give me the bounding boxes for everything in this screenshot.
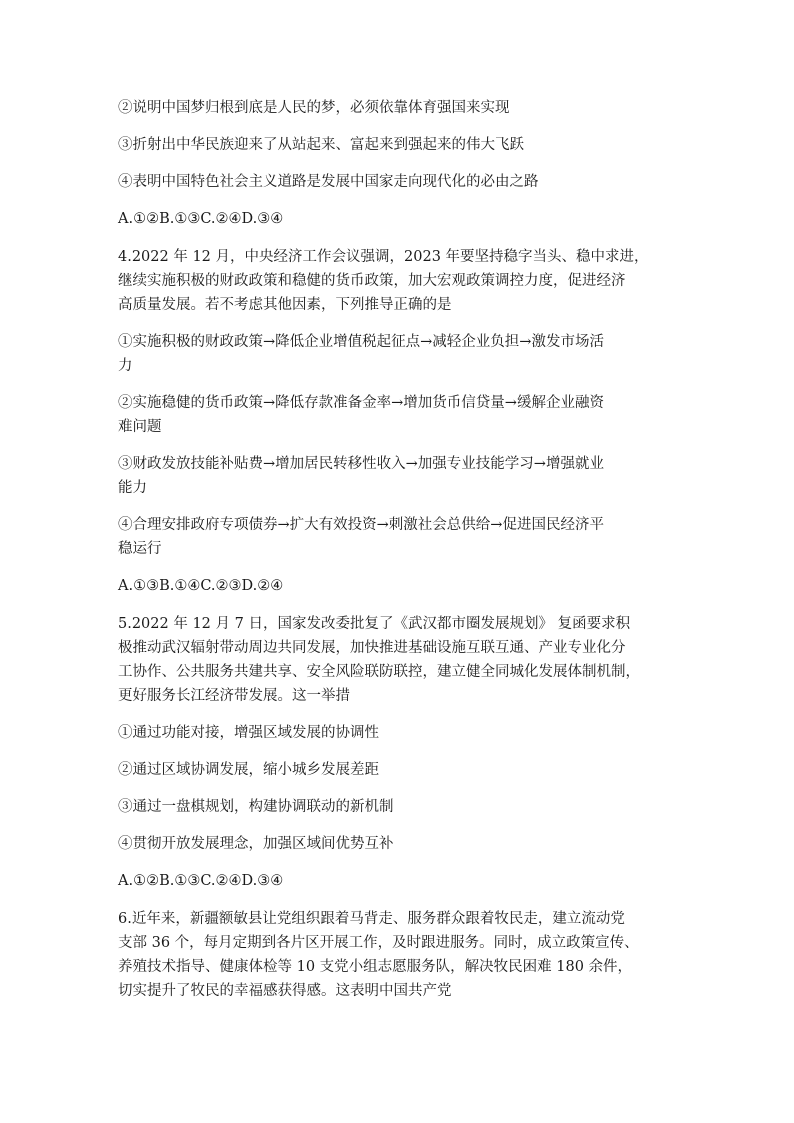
q5-option-4: ④贯彻开放发展理念，加强区域间优势互补 xyxy=(118,836,394,852)
q4-option-3-wrap: 能力 xyxy=(118,480,147,496)
q4-stem-line: 高质量发展。若不考虑其他因素，下列推导正确的是 xyxy=(118,297,452,313)
q3-option-3: ③折射出中华民族迎来了从站起来、富起来到强起来的伟大飞跃 xyxy=(118,137,524,153)
q4-option-2: ②实施稳健的货币政策→降低存款准备金率→增加货币信贷量→缓解企业融资 xyxy=(118,395,604,411)
question-6 xyxy=(118,907,684,1003)
q4-option-3: ③财政发放技能补贴费→增加居民转移性收入→加强专业技能学习→增强就业 xyxy=(118,456,604,472)
q5-stem-line: 5.2022 年 12 月 7 日，国家发改委批复了《武汉都市圈发展规划》 复函要求积 xyxy=(118,616,631,632)
q4-stem-line: 4.2022 年 12 月，中央经济工作会议强调，2023 年要坚持稳字当头、稳中求进， xyxy=(118,249,649,265)
q5-answer-choices: A.①②B.①③C.②④D.③④ xyxy=(118,873,284,889)
q4-stem-line: 继续实施积极的财政政策和稳健的货币政策，加大宏观政策调控力度，促进经济 xyxy=(118,273,626,289)
q5-stem-line: 极推动武汉辐射带动周边共同发展，加快推进基础设施互联互通、产业专业化分 xyxy=(118,640,626,656)
q5-option-3: ③通过一盘棋规划，构建协调联动的新机制 xyxy=(118,799,394,815)
q5-option-2: ②通过区域协调发展，缩小城乡发展差距 xyxy=(118,762,379,778)
q3-option-2: ②说明中国梦归根到底是人民的梦，必须依靠体育强国来实现 xyxy=(118,100,510,116)
q6-stem-line: 切实提升了牧民的幸福感获得感。这表明中国共产党 xyxy=(118,983,452,999)
q6-stem-line: 支部 36 个，每月定期到各片区开展工作，及时跟进服务。同时，成立政策宣传、 xyxy=(118,935,639,951)
q3-answer-choices: A.①②B.①③C.②④D.③④ xyxy=(118,211,284,227)
q3-option-4: ④表明中国特色社会主义道路是发展中国家走向现代化的必由之路 xyxy=(118,174,539,190)
q6-stem-line: 6.近年来，新疆额敏县让党组织跟着马背走、服务群众跟着牧民走，建立流动党 xyxy=(118,911,625,927)
q4-answer-choices: A.①③B.①④C.②③D.②④ xyxy=(118,578,284,594)
question-3-continued xyxy=(118,96,684,231)
document-page xyxy=(118,96,684,1003)
question-4 xyxy=(118,245,684,598)
q4-option-1: ①实施积极的财政政策→降低企业增值税起征点→减轻企业负担→激发市场活 xyxy=(118,334,604,350)
q4-option-1-wrap: 力 xyxy=(118,358,133,374)
q4-option-4-wrap: 稳运行 xyxy=(118,541,162,557)
q6-stem-line: 养殖技术指导、健康体检等 10 支党小组志愿服务队，解决牧民困难 180 余件， xyxy=(118,959,633,975)
q5-stem-line: 更好服务长江经济带发展。这一举措 xyxy=(118,688,350,704)
question-5 xyxy=(118,612,684,893)
q5-stem-line: 工协作、公共服务共建共享、安全风险联防联控，建立健全同城化发展体制机制， xyxy=(118,664,640,680)
q4-option-4: ④合理安排政府专项债券→扩大有效投资→刺激社会总供给→促进国民经济平 xyxy=(118,517,604,533)
q4-option-2-wrap: 难问题 xyxy=(118,419,162,435)
q5-option-1: ①通过功能对接，增强区域发展的协调性 xyxy=(118,725,379,741)
